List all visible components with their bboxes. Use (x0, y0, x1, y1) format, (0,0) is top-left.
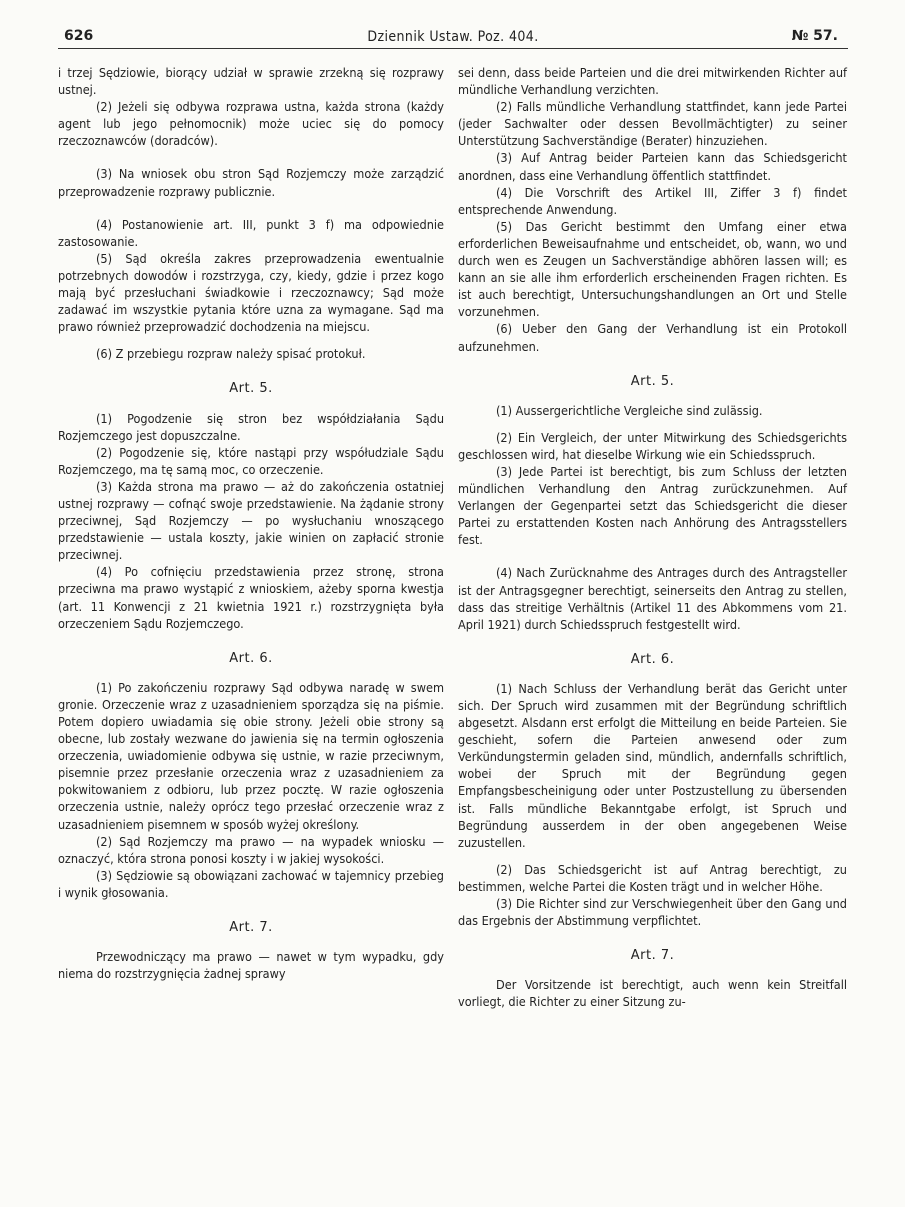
paragraph: Der Vorsitzende ist berechtigt, auch wenn kein Streitfall vorliegt, die Richter zu einer Sitzung zu- (458, 977, 847, 1010)
paragraph: (6) Ueber den Gang der Verhandlung ist ein Protokoll aufzunehmen. (458, 321, 847, 354)
paragraph: (3) Jede Partei ist berechtigt, bis zum Schluss der letzten mündlichen Verhandlung den Antrag zurückzunehmen. Auf Verlangen der Gegenpartei setzt das Schiedsgericht die dieser Partei zu erstattenden Kosten nach Anhörung des Antragsstellers fest. (458, 463, 847, 548)
paragraph: (3) Auf Antrag beider Parteien kann das Schiedsgericht anordnen, dass eine Verhandlung öffentlich stattfindet. (458, 150, 847, 183)
paragraph: (2) Das Schiedsgericht ist auf Antrag berechtigt, zu bestimmen, welche Partei die Kosten trägt und in welcher Höhe. (458, 861, 847, 894)
journal-title: Dziennik Ustaw. Poz. 404. (367, 29, 539, 45)
paragraph: (2) Sąd Rozjemczy ma prawo — na wypadek wniosku — oznaczyć, która strona ponosi koszty i w jakiej wysokości. (58, 833, 444, 866)
article-heading: Art. 7. (630, 948, 675, 964)
paragraph: (2) Falls mündliche Verhandlung stattfindet, kann jede Partei (jeder Sachwalter oder dessen Bevollmächtigter) zu seiner Unterstützung Sachverständige (Berater) hinzuziehen. (458, 99, 847, 149)
paragraph: (1) Po zakończeniu rozprawy Sąd odbywa naradę w swem gronie. Orzeczenie wraz z uzasadnieniem sporządza się na piśmie. Potem dopiero uwiadamia się obie strony. Jeżeli obie strony są obecne, lub zostały wezwane do jawienia się na termin ogłoszenia orzeczenia, uwiadomienie odbywa się ustnie, w razie przeciwnym, pisemnie przez przesłanie orzeczenia wraz z uzasadnieniem za pokwitowaniem z odbioru, lub przez pocztę. W razie ogłoszenia orzeczenia ustnie, należy oprócz tego przesłać orzeczenie wraz z uzasadnieniem pisemnem w sposób wyżej określony. (58, 679, 444, 832)
paragraph: (2) Ein Vergleich, der unter Mitwirkung des Schiedsgerichts geschlossen wird, hat dieselbe Wirkung wie ein Schiedsspruch. (458, 429, 847, 462)
article-heading: Art. 5. (630, 373, 675, 389)
article-heading: Art. 7. (229, 920, 273, 936)
polish-column (58, 64, 444, 982)
paragraph: (2) Jeżeli się odbywa rozprawa ustna, każda strona (każdy agent lub jego pełnomocnik) może uciec się do pomocy rzeczoznawców (doradców). (58, 99, 444, 149)
paragraph: (3) Na wniosek obu stron Sąd Rozjemczy może zarządzić przeprowadzenie rozprawy publicznie. (58, 166, 444, 199)
paragraph: (6) Z przebiegu rozpraw należy spisać protokuł. (96, 346, 366, 362)
issue-number: № 57. (791, 28, 838, 44)
paragraph: (4) Postanowienie art. III, punkt 3 f) ma odpowiednie zastosowanie. (58, 216, 444, 249)
article-heading: Art. 5. (229, 381, 273, 397)
paragraph: i trzej Sędziowie, biorący udział w sprawie zrzekną się rozprawy ustnej. (58, 65, 444, 98)
page-number: 626 (64, 28, 94, 44)
paragraph: (1) Nach Schluss der Verhandlung berät das Gericht unter sich. Der Spruch wird zusammen mit der Begründung schriftlich abgesetzt. Alsdann erst erfolgt die Mitteilung en beide Parteien. Sie geschieht, sofern die Parteien anwesend oder zum Verkündungstermin geladen sind, mündlich, andernfalls schriftlich, wobei der Spruch mit der Begründung gegen Empfangsbescheinigung oder unter Postzustellung zu übersenden ist. Falls mündliche Bekanntgabe erfolgt, ist Spruch und Begründung ausserdem in der oben angegebenen Weise zuzustellen. (458, 680, 847, 850)
paragraph: Przewodniczący ma prawo — nawet w tym wypadku, gdy niema do rozstrzygnięcia żadnej sprawy (58, 949, 444, 982)
paragraph: (4) Die Vorschrift des Artikel III, Ziffer 3 f) findet entsprechende Anwendung. (458, 184, 847, 217)
paragraph: (5) Das Gericht bestimmt den Umfang einer etwa erforderlichen Beweisaufnahme und entscheidet, ob, wann, wo und durch wen es Zeugen un Sachverständige abhören lassen will; es kann an sie alle ihm erforderlich erscheinenden Fragen richten. Es ist auch berechtigt, Untersuchungshandlungen an Ort und Stelle vorzunehmen. (458, 218, 847, 320)
paragraph: (3) Każda strona ma prawo — aż do zakończenia ostatniej ustnej rozprawy — cofnąć swoje przedstawienie. Na żądanie strony przeciwnej, Sąd Rozjemczy — po wysłuchaniu wnoszącego przedstawienie — ustala koszty, jakie winien on zapłacić stronie przeciwnej. (58, 478, 444, 563)
german-column (458, 64, 847, 1011)
article-heading: Art. 6. (630, 651, 675, 667)
paragraph: (4) Nach Zurücknahme des Antrages durch des Antragsteller ist der Antragsgegner berechtigt, seinerseits den Antrag zu stellen, dass das streitige Verhältnis (Artikel 11 des Abkommens vom 21. April 1921) durch Schiedsspruch festgestellt wird. (458, 565, 847, 632)
paragraph: (5) Sąd określa zakres przeprowadzenia ewentualnie potrzebnych dowodów i rozstrzyga, czy, kiedy, gdzie i przez kogo mają być przesłuchani świadkowie i rzeczoznawcy; Sąd może zadawać im wszystkie pytania które uzna za wymagane. Sąd ma prawo również przeprowadzić dochodzenia na miejscu. (58, 250, 444, 335)
article-heading: Art. 6. (229, 650, 273, 666)
paragraph: (3) Sędziowie są obowiązani zachować w tajemnicy przebieg i wynik głosowania. (58, 867, 444, 900)
page-header (58, 26, 848, 49)
paragraph: (4) Po cofnięciu przedstawienia przez stronę, strona przeciwna ma prawo wystąpić z wnioskiem, ażeby sporna kwestja (art. 11 Konwencji z 21 kwietnia 1921 r.) rozstrzygnięta była orzeczeniem Sądu Rozjemczego. (58, 564, 444, 631)
paragraph: (3) Die Richter sind zur Verschwiegenheit über den Gang und das Ergebnis der Abstimmung verpflichtet. (458, 896, 847, 929)
paragraph: (1) Pogodzenie się stron bez współdziałania Sądu Rozjemczego jest dopuszczalne. (58, 410, 444, 443)
paragraph: (2) Pogodzenie się, które nastąpi przy współudziale Sądu Rozjemczego, ma tę samą moc, co orzeczenie. (58, 444, 444, 477)
paragraph: sei denn, dass beide Parteien und die drei mitwirkenden Richter auf mündliche Verhandlung verzichten. (458, 65, 847, 98)
paragraph: (1) Aussergerichtliche Vergleiche sind zulässig. (496, 402, 763, 418)
